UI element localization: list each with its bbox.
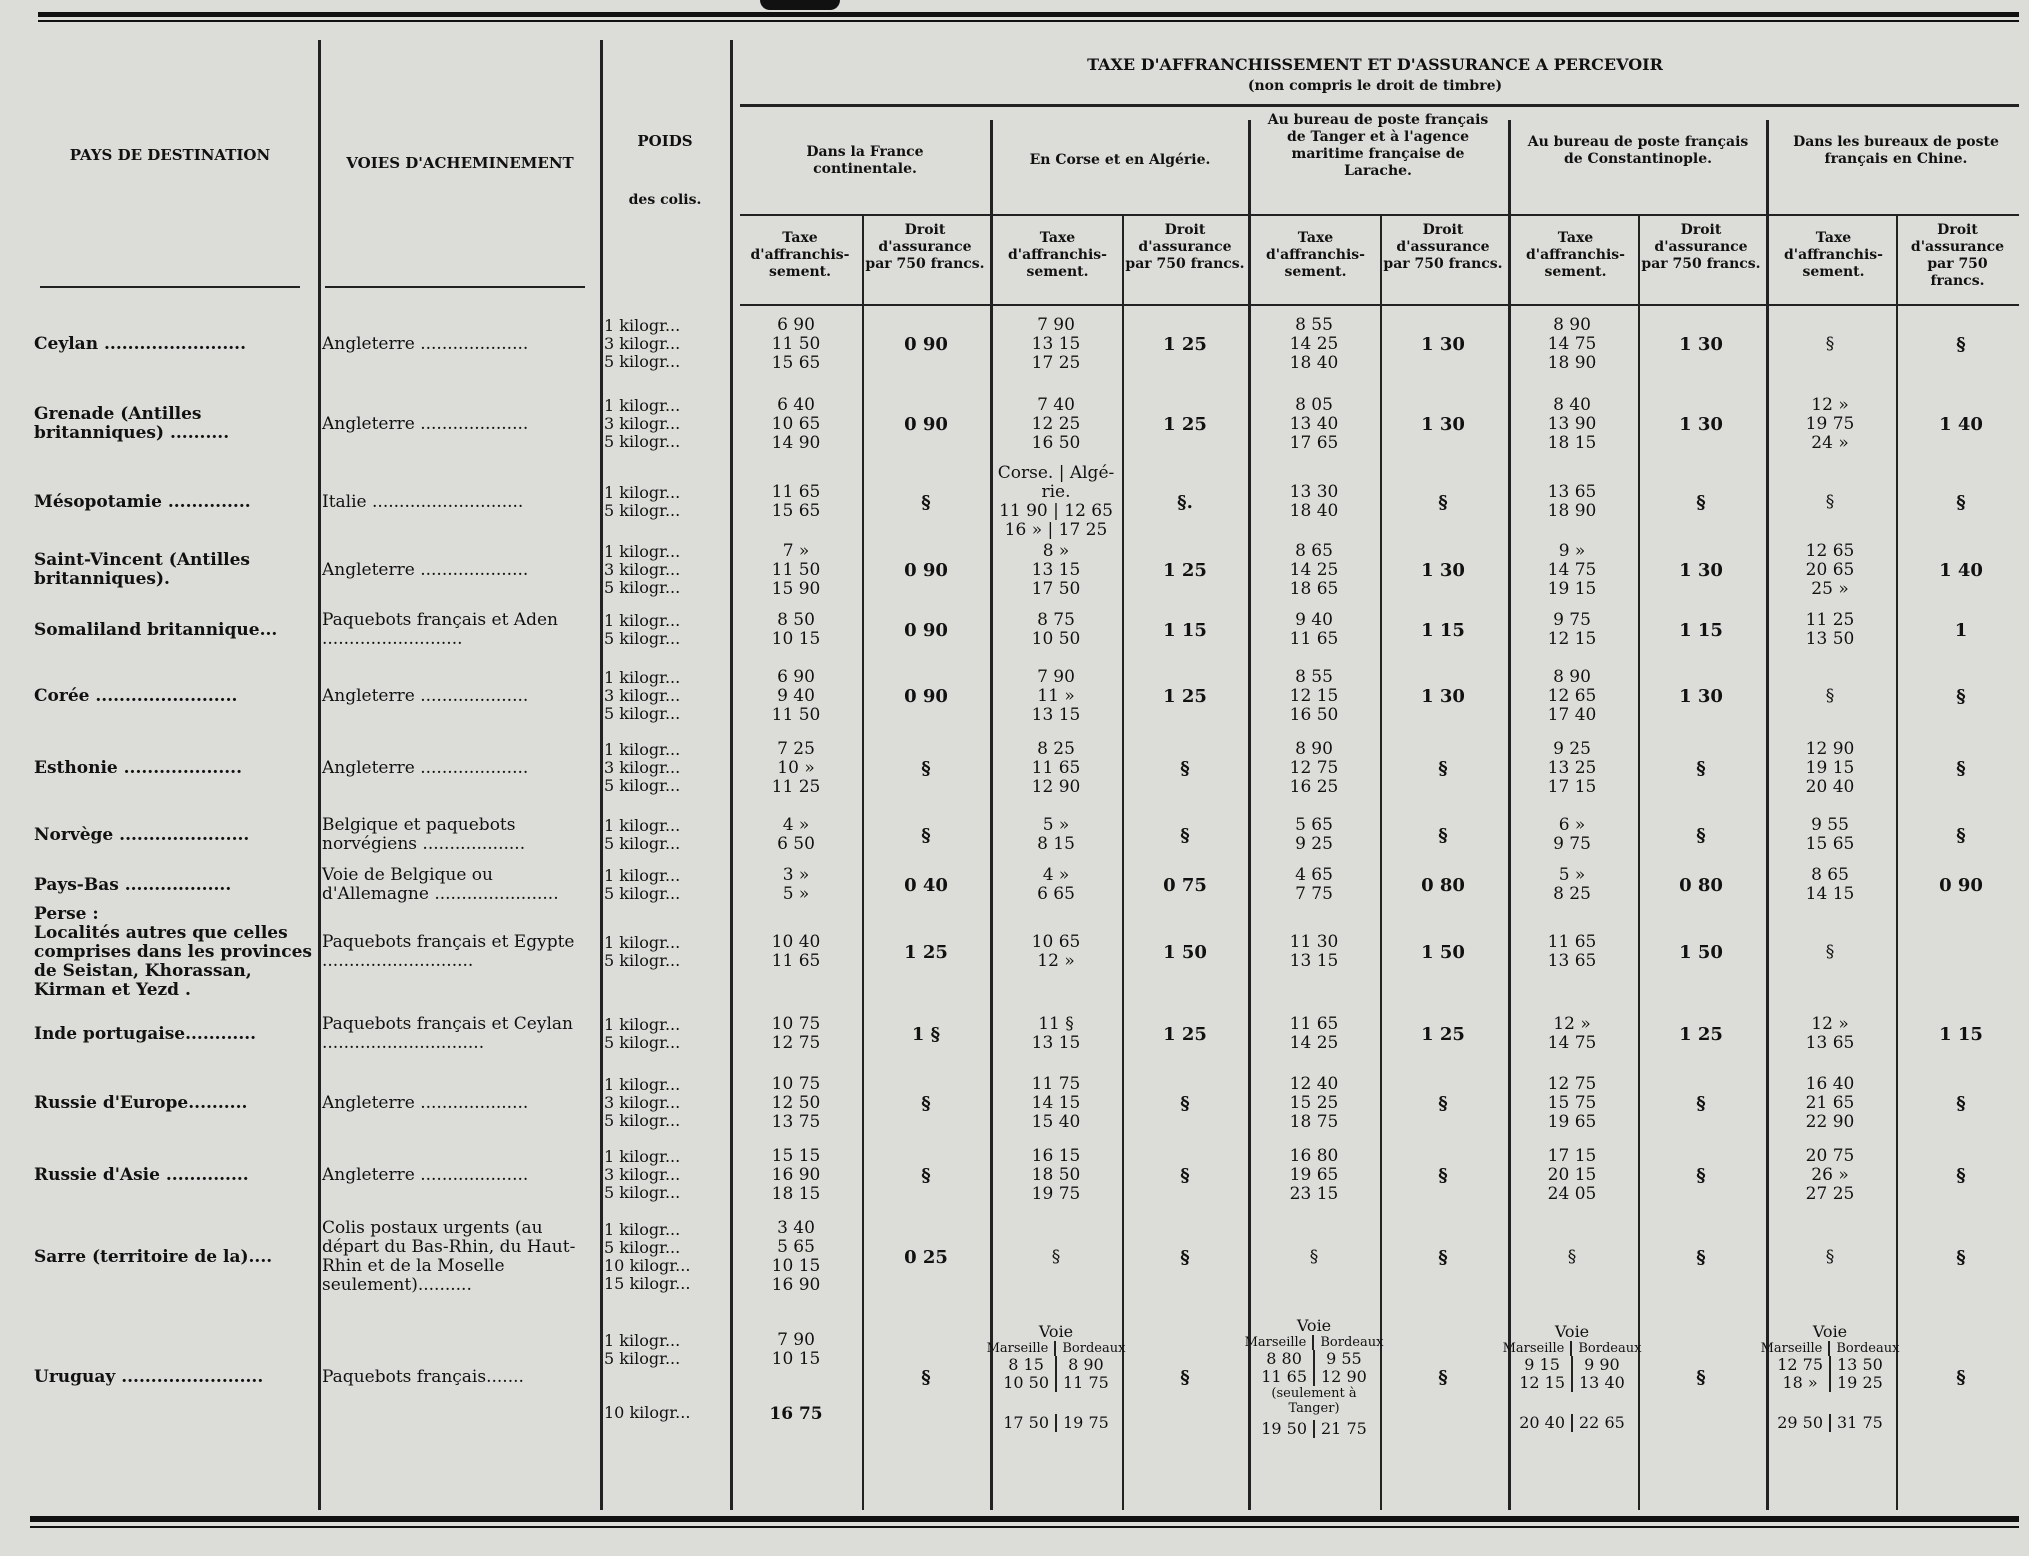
tax-value: 9 55 12 90 [1313, 1350, 1367, 1386]
route-cell: Voie de Belgique ou d'Allemagne ....................... [322, 865, 559, 904]
insurance-cell: §. [1177, 491, 1193, 513]
insurance-cell: § [1180, 1246, 1190, 1268]
weight-list: 1 kilogr... 3 kilogr... 5 kilogr... [604, 668, 681, 723]
weight-list [600, 1302, 730, 1452]
voie-marseille: Marseille [1244, 1334, 1307, 1350]
voie-values-10kg [1252, 1420, 1376, 1438]
header-sub-tax: Taxe d'affranchis-sement. [750, 230, 850, 280]
voie-marseille: Marseille [1502, 1340, 1565, 1356]
route-cell: Angleterre .................... [322, 1092, 529, 1113]
insurance-cell: § [1438, 1164, 1448, 1186]
insurance-cell: § [1956, 491, 1966, 513]
tax-cell: § [1825, 1246, 1835, 1267]
tax-cell: 20 75 26 » 27 25 [1805, 1145, 1855, 1204]
tax-value: 21 75 [1313, 1420, 1367, 1438]
tax-cell: 15 15 16 90 18 15 [771, 1145, 821, 1204]
insurance-cell: § [1438, 491, 1448, 513]
tax-cell: 12 75 15 75 19 65 [1547, 1073, 1597, 1132]
tax-value: 16 75 [769, 1403, 823, 1424]
table-row [30, 804, 2026, 866]
tax-cell: 11 75 14 15 15 40 [1031, 1073, 1081, 1132]
tax-value: 12 75 18 » [1777, 1354, 1823, 1392]
insurance-cell [1896, 904, 2026, 1000]
insurance-cell: 1 30 [1421, 333, 1465, 355]
voie-marseille: Marseille [986, 1340, 1049, 1356]
tax-cell: 8 65 14 15 [1805, 865, 1855, 904]
tax-value: 19 50 [1261, 1418, 1307, 1438]
tax-value: 20 40 [1519, 1412, 1565, 1432]
tax-cell: 12 » 13 65 [1805, 1014, 1855, 1053]
insurance-cell: § [1438, 824, 1448, 846]
insurance-cell: 1 25 [1679, 1023, 1723, 1045]
voie-headers [1502, 1340, 1642, 1356]
destination-country: Somaliland britannique... [34, 619, 278, 640]
tax-value: 29 50 [1777, 1412, 1823, 1432]
tax-cell: 4 » 6 50 [777, 815, 815, 854]
route-cell: Paquebots français....... [322, 1366, 524, 1387]
insurance-cell: § [1696, 1092, 1706, 1114]
top-rule [38, 12, 2019, 17]
insurance-cell: § [1438, 1246, 1448, 1268]
insurance-cell: § [1956, 1164, 1966, 1186]
top-rule-thin [38, 20, 2019, 22]
insurance-cell: 1 15 [1163, 619, 1207, 641]
insurance-cell: 0 90 [904, 619, 948, 641]
destination-country: Russie d'Asie .............. [34, 1164, 249, 1185]
insurance-cell: 1 30 [1679, 413, 1723, 435]
header-weight-top: POIDS [637, 132, 693, 150]
weight-list: 1 kilogr... 3 kilogr... 5 kilogr... [604, 316, 681, 371]
tax-cell: 11 25 13 50 [1805, 610, 1855, 649]
destination-country: Saint-Vincent (Antilles britanniques). [34, 550, 250, 589]
insurance-cell: 1 30 [1679, 685, 1723, 707]
route-cell: Angleterre .................... [322, 757, 529, 778]
insurance-cell: 0 90 [904, 685, 948, 707]
insurance-cell: 1 25 [1163, 413, 1207, 435]
voie-bordeaux: Bordeaux [1828, 1341, 1899, 1356]
route-cell: Angleterre .................... [322, 413, 529, 434]
tax-cell: 17 15 20 15 24 05 [1547, 1145, 1597, 1204]
insurance-cell: § [1696, 824, 1706, 846]
tax-value: 7 90 10 15 [771, 1329, 821, 1369]
table-row [30, 1000, 2026, 1068]
tax-cell: § [1825, 941, 1835, 962]
insurance-cell: 1 30 [1421, 559, 1465, 581]
voie-cell [986, 1302, 1126, 1452]
tax-cell: 6 90 9 40 11 50 [771, 666, 821, 725]
insurance-cell: § [1956, 1246, 1966, 1268]
tax-cell: 7 90 11 » 13 15 [1031, 666, 1081, 725]
insurance-cell: 1 25 [1163, 333, 1207, 355]
tax-cell: 12 » 19 75 24 » [1805, 394, 1855, 453]
tax-value: 8 90 11 75 [1055, 1356, 1109, 1392]
weight-list: 1 kilogr... 5 kilogr... [604, 483, 681, 520]
tax-cell: 4 » 6 65 [1037, 865, 1075, 904]
tax-cell: 6 40 10 65 14 90 [771, 394, 821, 453]
insurance-cell: 0 90 [904, 333, 948, 355]
destination-country: Sarre (territoire de la).... [34, 1246, 273, 1267]
destination-country: Norvège ...................... [34, 824, 250, 845]
tax-cell: 7 90 13 15 17 25 [1031, 314, 1081, 373]
table-row [30, 660, 2026, 732]
weight-list: 1 kilogr... 5 kilogr... [604, 1015, 681, 1052]
table-row [30, 866, 2026, 904]
tax-cell: 8 40 13 90 18 15 [1547, 394, 1597, 453]
table-row [30, 904, 2026, 1000]
weight-list: 1 kilogr... 3 kilogr... 5 kilogr... [604, 1075, 681, 1130]
tax-cell: 8 90 14 75 18 90 [1547, 314, 1597, 373]
insurance-cell: 1 25 [1163, 559, 1207, 581]
insurance-cell: 1 25 [1163, 1023, 1207, 1045]
tax-value: 17 50 [1003, 1412, 1049, 1432]
header-tax-title: TAXE D'AFFRANCHISSEMENT ET D'ASSURANCE A PERCEVOIR [1087, 55, 1663, 74]
route-cell: Colis postaux urgents (au départ du Bas-Rhin, du Haut-Rhin et de la Moselle seulement).......... [322, 1218, 576, 1295]
voie-headers [1244, 1334, 1384, 1350]
header-sub-insurance: Droit d'assurance par 750 francs. [1383, 222, 1503, 272]
header-zone-france: Dans la France continentale. [806, 144, 924, 177]
insurance-cell: 1 25 [1163, 685, 1207, 707]
tax-cell: 12 » 14 75 [1547, 1014, 1597, 1053]
tax-cell: 8 90 12 75 16 25 [1289, 738, 1339, 797]
header-sub-tax: Taxe d'affranchis-sement. [1784, 230, 1883, 280]
page-edge-shadow [760, 0, 840, 10]
header-sub-tax: Taxe d'affranchis-sement. [1266, 230, 1365, 280]
header-rule [325, 286, 585, 288]
insurance-cell: § [921, 491, 931, 513]
insurance-cell: 1 30 [1679, 559, 1723, 581]
weight-list: 1 kilogr... 3 kilogr... 5 kilogr... [604, 542, 681, 597]
tax-cell: 9 » 14 75 19 15 [1547, 540, 1597, 599]
route-cell: Angleterre .................... [322, 1164, 529, 1185]
route-cell: Angleterre .................... [322, 685, 529, 706]
bottom-rule-thin [30, 1526, 2019, 1528]
tax-cell: Corse. | Algé-rie. 11 90 | 12 65 16 » | 17 25 [997, 463, 1115, 540]
insurance-cell: 0 80 [1421, 874, 1465, 896]
tax-cell: 11 § 13 15 [1031, 1014, 1081, 1053]
tax-cell: 3 40 5 65 10 15 16 90 [771, 1218, 821, 1295]
tax-cell: 10 40 11 65 [771, 932, 821, 971]
insurance-cell: § [921, 757, 931, 779]
insurance-cell: § [921, 1092, 931, 1114]
insurance-cell: § [921, 1164, 931, 1186]
voie-cell [1760, 1302, 1900, 1452]
insurance-cell: 0 25 [904, 1246, 948, 1268]
tax-cell: 12 90 19 15 20 40 [1805, 738, 1855, 797]
destination-country: Pays-Bas .................. [34, 874, 232, 895]
header-rule [740, 104, 2019, 107]
insurance-cell: 0 75 [1163, 874, 1207, 896]
weight-list-b: 10 kilogr... [604, 1403, 691, 1422]
insurance-cell: § [1180, 1366, 1190, 1388]
insurance-cell: § [1438, 1092, 1448, 1114]
table-row [30, 1212, 2026, 1302]
header-zone-corse: En Corse et en Algérie. [1029, 152, 1211, 168]
tax-cell: § [1825, 491, 1835, 512]
insurance-cell: 1 40 [1939, 413, 1983, 435]
voie-label: Voie [1812, 1321, 1848, 1341]
insurance-cell: 0 90 [1939, 874, 1983, 896]
tax-cell: 5 » 8 15 [1037, 815, 1075, 854]
table-row [30, 464, 2026, 540]
header-destination: PAYS DE DESTINATION [69, 146, 271, 164]
tax-cell: 6 90 11 50 15 65 [771, 314, 821, 373]
insurance-cell: 1 50 [1421, 941, 1465, 963]
insurance-cell: § [1696, 1164, 1706, 1186]
insurance-cell: § [1956, 1092, 1966, 1114]
route-cell: Italie ............................ [322, 491, 524, 512]
weight-list: 1 kilogr... 5 kilogr... [604, 933, 681, 970]
insurance-cell: 1 [1954, 619, 1968, 641]
tax-cell: 8 65 14 25 18 65 [1289, 540, 1339, 599]
tax-cell: 13 30 18 40 [1289, 482, 1339, 521]
tax-cell: 7 » 11 50 15 90 [771, 540, 821, 599]
weight-list: 1 kilogr... 5 kilogr... [604, 816, 681, 853]
route-cell: Paquebots français et Ceylan .............................. [322, 1014, 573, 1053]
insurance-cell: 1 50 [1163, 941, 1207, 963]
tax-cell: 5 » 8 25 [1553, 865, 1591, 904]
voie-cell [1502, 1302, 1642, 1452]
header-sub-tax: Taxe d'affranchis-sement. [1008, 230, 1107, 280]
insurance-cell: 1 50 [1679, 941, 1723, 963]
voie-bordeaux: Bordeaux [1054, 1341, 1125, 1356]
tax-cell: 8 90 12 65 17 40 [1547, 666, 1597, 725]
tax-cell: 16 40 21 65 22 90 [1805, 1073, 1855, 1132]
tax-value: 9 15 12 15 [1519, 1354, 1565, 1392]
destination-country: Esthonie .................... [34, 757, 243, 778]
insurance-cell: 1 30 [1421, 685, 1465, 707]
header-sub-insurance: Droit d'assurance par 750 francs. [865, 222, 985, 272]
voie-headers [1760, 1340, 1900, 1356]
table-row [30, 1138, 2026, 1212]
header-tax-subtitle: (non compris le droit de timbre) [1247, 78, 1503, 94]
voie-bordeaux: Bordeaux [1312, 1335, 1383, 1350]
tax-cell: 9 55 15 65 [1805, 815, 1855, 854]
table-row [30, 304, 2026, 384]
weight-list-a: 1 kilogr... 5 kilogr... [604, 1331, 681, 1368]
insurance-cell: 1 § [911, 1023, 941, 1045]
voie-headers [986, 1340, 1126, 1356]
tax-cell: 9 40 11 65 [1289, 610, 1339, 649]
voie-values [1510, 1356, 1634, 1392]
tax-value: 22 65 [1571, 1414, 1625, 1432]
route-cell: Paquebots français et Aden .......................... [322, 610, 558, 649]
header-routes: VOIES D'ACHEMINEMENT [346, 154, 574, 172]
table-row-uruguay [30, 1302, 2026, 1452]
destination-country: Ceylan ........................ [34, 333, 247, 354]
spacer [994, 1392, 1118, 1410]
tax-cell: § [1567, 1246, 1577, 1267]
insurance-cell: § [1180, 757, 1190, 779]
tax-value: 19 75 [1055, 1414, 1109, 1432]
table-row [30, 732, 2026, 804]
insurance-cell: § [1696, 1366, 1706, 1388]
tanger-note: (seulement à Tanger) [1271, 1385, 1357, 1416]
tax-cell: 8 » 13 15 17 50 [1031, 540, 1081, 599]
tax-cell: 11 65 13 65 [1547, 932, 1597, 971]
weight-list: 1 kilogr... 5 kilogr... 10 kilogr... 15 kilogr... [604, 1220, 691, 1293]
insurance-cell: § [1438, 757, 1448, 779]
tax-cell: 7 25 10 » 11 25 [771, 738, 821, 797]
header-zone-tanger: Au bureau de poste français de Tanger et à l'agence maritime française de Larache. [1267, 112, 1489, 179]
voie-marseille: Marseille [1760, 1340, 1823, 1356]
insurance-cell: § [1180, 1092, 1190, 1114]
insurance-cell: § [1956, 757, 1966, 779]
tax-cell: 6 » 9 75 [1553, 815, 1591, 854]
tax-cell: 10 75 12 75 [771, 1014, 821, 1053]
insurance-cell: 1 15 [1939, 1023, 1983, 1045]
tax-cell: 8 25 11 65 12 90 [1031, 738, 1081, 797]
destination-country: Uruguay ........................ [34, 1366, 264, 1387]
header-rule [40, 286, 300, 288]
spacer [1768, 1392, 1892, 1410]
route-cell: Angleterre .................... [322, 333, 529, 354]
tax-cell: 12 65 20 65 25 » [1805, 540, 1855, 599]
tax-cell: 5 65 9 25 [1295, 815, 1333, 854]
tax-cell: 11 30 13 15 [1289, 932, 1339, 971]
tax-cell: 11 65 14 25 [1289, 1014, 1339, 1053]
voie-label: Voie [1554, 1321, 1590, 1341]
insurance-cell: 1 15 [1421, 619, 1465, 641]
tax-value: 31 75 [1829, 1414, 1883, 1432]
tax-cell: 8 50 10 15 [771, 610, 821, 649]
insurance-cell: § [1696, 491, 1706, 513]
header-sub-insurance: Droit d'assurance par 750 francs. [1641, 222, 1761, 272]
insurance-cell: 1 25 [904, 941, 948, 963]
spacer [1510, 1392, 1634, 1410]
insurance-cell: 1 15 [1679, 619, 1723, 641]
voie-values-10kg [994, 1414, 1118, 1432]
insurance-cell: 1 30 [1679, 333, 1723, 355]
insurance-cell: § [921, 824, 931, 846]
header-sub-tax: Taxe d'affranchis-sement. [1526, 230, 1625, 280]
table-row [30, 540, 2026, 600]
voie-label: Voie [1038, 1321, 1074, 1341]
voie-values [1252, 1350, 1376, 1386]
insurance-cell: § [1956, 333, 1966, 355]
header-weight-bottom: des colis. [628, 192, 702, 208]
header-sub-insurance: Droit d'assurance par 750 francs. [1125, 222, 1245, 272]
table-row [30, 600, 2026, 660]
insurance-cell: § [1956, 1366, 1966, 1388]
insurance-cell: 1 40 [1939, 559, 1983, 581]
tax-cell: § [1051, 1246, 1061, 1267]
header-zone-constantinople: Au bureau de poste français de Constantinople. [1527, 134, 1749, 167]
insurance-cell: § [1180, 1164, 1190, 1186]
weight-list: 1 kilogr... 3 kilogr... 5 kilogr... [604, 1147, 681, 1202]
destination-country: Russie d'Europe.......... [34, 1092, 248, 1113]
tax-cell: § [1309, 1246, 1319, 1267]
insurance-cell: 1 30 [1421, 413, 1465, 435]
insurance-cell: 1 25 [1421, 1023, 1465, 1045]
tax-value: 8 15 10 50 [1003, 1354, 1049, 1392]
tax-value: 13 50 19 25 [1829, 1356, 1883, 1392]
weight-list: 1 kilogr... 5 kilogr... [604, 866, 681, 903]
destination-country: Mésopotamie .............. [34, 491, 251, 512]
destination-country: Grenade (Antilles britanniques) .......... [34, 404, 230, 443]
insurance-cell: § [1180, 824, 1190, 846]
destination-country: Corée ........................ [34, 685, 238, 706]
tax-cell: 11 65 15 65 [771, 482, 821, 521]
voie-values-10kg [1768, 1414, 1892, 1432]
tax-cell: 13 65 18 90 [1547, 482, 1597, 521]
insurance-cell: § [1696, 1246, 1706, 1268]
route-cell: Paquebots français et Egypte ............................ [322, 932, 575, 971]
destination-country: Inde portugaise............ [34, 1023, 257, 1044]
tax-cell: 9 75 12 15 [1547, 610, 1597, 649]
header-zone-chine: Dans les bureaux de poste français en Chine. [1793, 134, 1999, 167]
voie-label: Voie [1296, 1315, 1332, 1335]
tax-cell: 4 65 7 75 [1295, 865, 1333, 904]
voie-bordeaux: Bordeaux [1570, 1341, 1641, 1356]
voie-values-10kg [1510, 1414, 1634, 1432]
destination-country: Perse : Localités autres que celles comprises dans les provinces de Seistan, Khorassan, Kirman et Yezd . [34, 903, 312, 1000]
tax-cell: 7 40 12 25 16 50 [1031, 394, 1081, 453]
tax-cell: 10 75 12 50 13 75 [771, 1073, 821, 1132]
tax-cell: 9 25 13 25 17 15 [1547, 738, 1597, 797]
tax-cell: 3 » 5 » [782, 865, 810, 904]
tax-cell: 8 55 12 15 16 50 [1289, 666, 1339, 725]
insurance-cell: § [921, 1366, 931, 1388]
table-body [30, 304, 2026, 1452]
weight-list: 1 kilogr... 3 kilogr... 5 kilogr... [604, 740, 681, 795]
insurance-cell: § [1956, 685, 1966, 707]
weight-list: 1 kilogr... 5 kilogr... [604, 611, 681, 648]
insurance-cell: 0 90 [904, 413, 948, 435]
tax-cell [730, 1302, 862, 1452]
insurance-cell: § [1696, 757, 1706, 779]
voie-values [1768, 1356, 1892, 1392]
voie-cell [1244, 1302, 1384, 1452]
insurance-cell: 0 90 [904, 559, 948, 581]
bottom-rule [30, 1516, 2019, 1522]
tax-cell: 10 65 12 » [1031, 932, 1081, 971]
insurance-cell: § [1956, 824, 1966, 846]
tax-cell: 16 80 19 65 23 15 [1289, 1145, 1339, 1204]
tax-value: 8 80 11 65 [1261, 1348, 1307, 1386]
table-row [30, 384, 2026, 464]
tax-cell: 12 40 15 25 18 75 [1289, 1073, 1339, 1132]
weight-list: 1 kilogr... 3 kilogr... 5 kilogr... [604, 396, 681, 451]
voie-values [994, 1356, 1118, 1392]
tax-cell: 8 55 14 25 18 40 [1289, 314, 1339, 373]
insurance-cell: 0 80 [1679, 874, 1723, 896]
tax-cell: § [1825, 685, 1835, 706]
tax-value: 9 90 13 40 [1571, 1356, 1625, 1392]
tax-cell: 8 05 13 40 17 65 [1289, 394, 1339, 453]
tariff-table [30, 304, 2026, 1452]
insurance-cell: 0 40 [904, 874, 948, 896]
tax-cell: 16 15 18 50 19 75 [1031, 1145, 1081, 1204]
tax-cell: 8 75 10 50 [1031, 610, 1081, 649]
insurance-cell: § [1438, 1366, 1448, 1388]
route-cell: Belgique et paquebots norvégiens ................... [322, 815, 526, 854]
header-sub-insurance: Droit d'assurance par 750 francs. [1910, 222, 2005, 289]
route-cell: Angleterre .................... [322, 559, 529, 580]
tax-cell: § [1825, 333, 1835, 354]
table-row [30, 1068, 2026, 1138]
